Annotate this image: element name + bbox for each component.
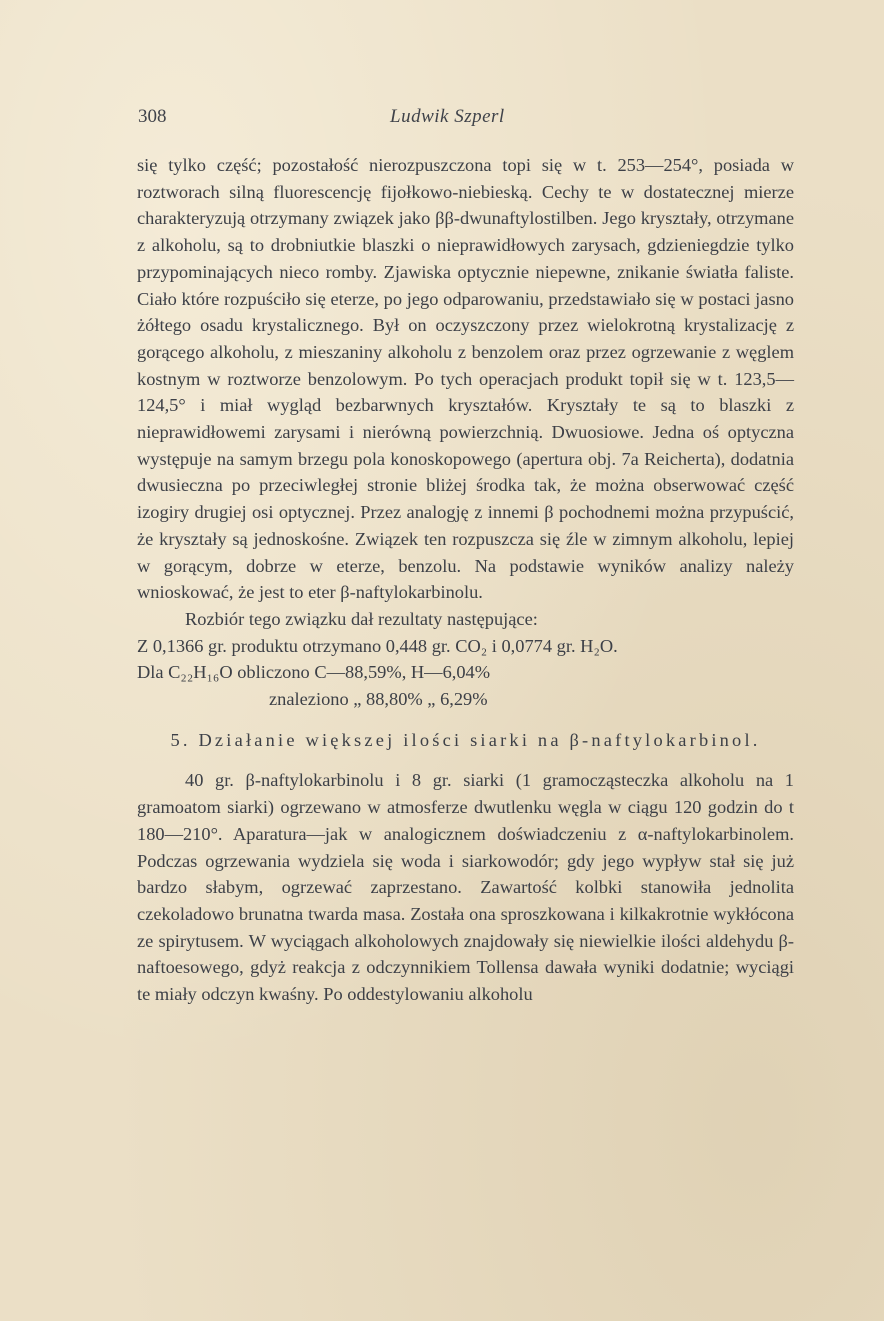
paragraph-1: się tylko część; pozostałość nierozpuszczona topi się w t. 253—254°, posiada w roztworach silną fluorescencję fijołkowo-niebieską. Cechy te w dostatecznej mierze charakteryzują otrzymany związek jako ββ-dwunaftylostilben. Jego kryształy, otrzymane z alkoholu, są to drobniutkie blaszki o nieprawidłowych zarysach, gdzieniegdzie tylko przypominających nieco romby. Zjawiska optycznie niepewne, znikanie światła faliste. Ciało które rozpuściło się eterze, po jego odparowaniu, przedstawiało się w postaci jasno żółtego osadu krystalicznego. Był on oczyszczony przez wielokrotną krystalizację z gorącego alkoholu, z mieszaniny alkoholu z benzolem oraz przez ogrzewanie z węglem kostnym w roztworze benzolowym. Po tych operacjach produkt topił się w t. 123,5—124,5° i miał wygląd bezbarwnych kryształów. Kryształy te są to blaszki z nieprawidłowemi zarysami i nierówną powierzchnią. Dwuosiowe. Jedna oś optyczna występuje na samym brzegu pola konoskopowego (apertura obj. 7a Reicherta), dodatnia dwusieczna po przeciwległej stronie bliżej środka tak, że można obserwować część izogiry drugiej osi optycznej. Przez analogję z innemi β pochodnemi można przypuścić, że kryształy są jednoskośne. Związek ten rozpuszcza się źle w zimnym alkoholu, lepiej w gorącym, dobrze w eterze, benzolu. Na podstawie wyników analizy należy wnioskować, że jest to eter β-naftylokarbinolu. [137, 155, 794, 603]
section-heading: 5. Działanie większej ilości siarki na β-naftylokarbinol. [170, 729, 761, 750]
analysis-line-2: Dla C₂₂H₁₆O obliczono C—88,59%, H—6,04% [137, 662, 491, 683]
body-text [137, 152, 794, 1008]
page-number: 308 [138, 106, 167, 127]
paragraph-2: 40 gr. β-naftylokarbinolu i 8 gr. siarki (1 gramocząsteczka alkoholu na 1 gramoatom siarki) ogrzewano w atmosferze dwutlenku węgla w ciągu 120 godzin do t 180—210°. Aparatura—jak w analogicznem doświadczeniu z α-naftylokarbinolem. Podczas ogrzewania wydziela się woda i siarkowodór; gdy jego wypływ stał się już bardzo słabym, ogrzewać zaprzestano. Zawartość kolbki stanowiła jednolita czekoladowo brunatna twarda masa. Została ona sproszkowana i kilkakrotnie wykłócona ze spirytusem. W wyciągach alkoholowych znajdowały się niewielkie ilości aldehydu β-naftoesowego, gdyż reakcja z odczynnikiem Tollensa dawała wyniki dodatnie; wyciągi te miały odczyn kwaśny. Po oddestylowaniu alkoholu [137, 770, 794, 1005]
running-head: Ludwik Szperl [390, 106, 505, 127]
analysis-intro: Rozbiór tego związku dał rezultaty następujące: [185, 608, 538, 629]
analysis-line-3: znaleziono „ 88,80% „ 6,29% [269, 689, 488, 710]
page-header [138, 106, 794, 136]
analysis-line-1: Z 0,1366 gr. produktu otrzymano 0,448 gr. CO₂ i 0,0774 gr. H₂O. [137, 635, 618, 656]
